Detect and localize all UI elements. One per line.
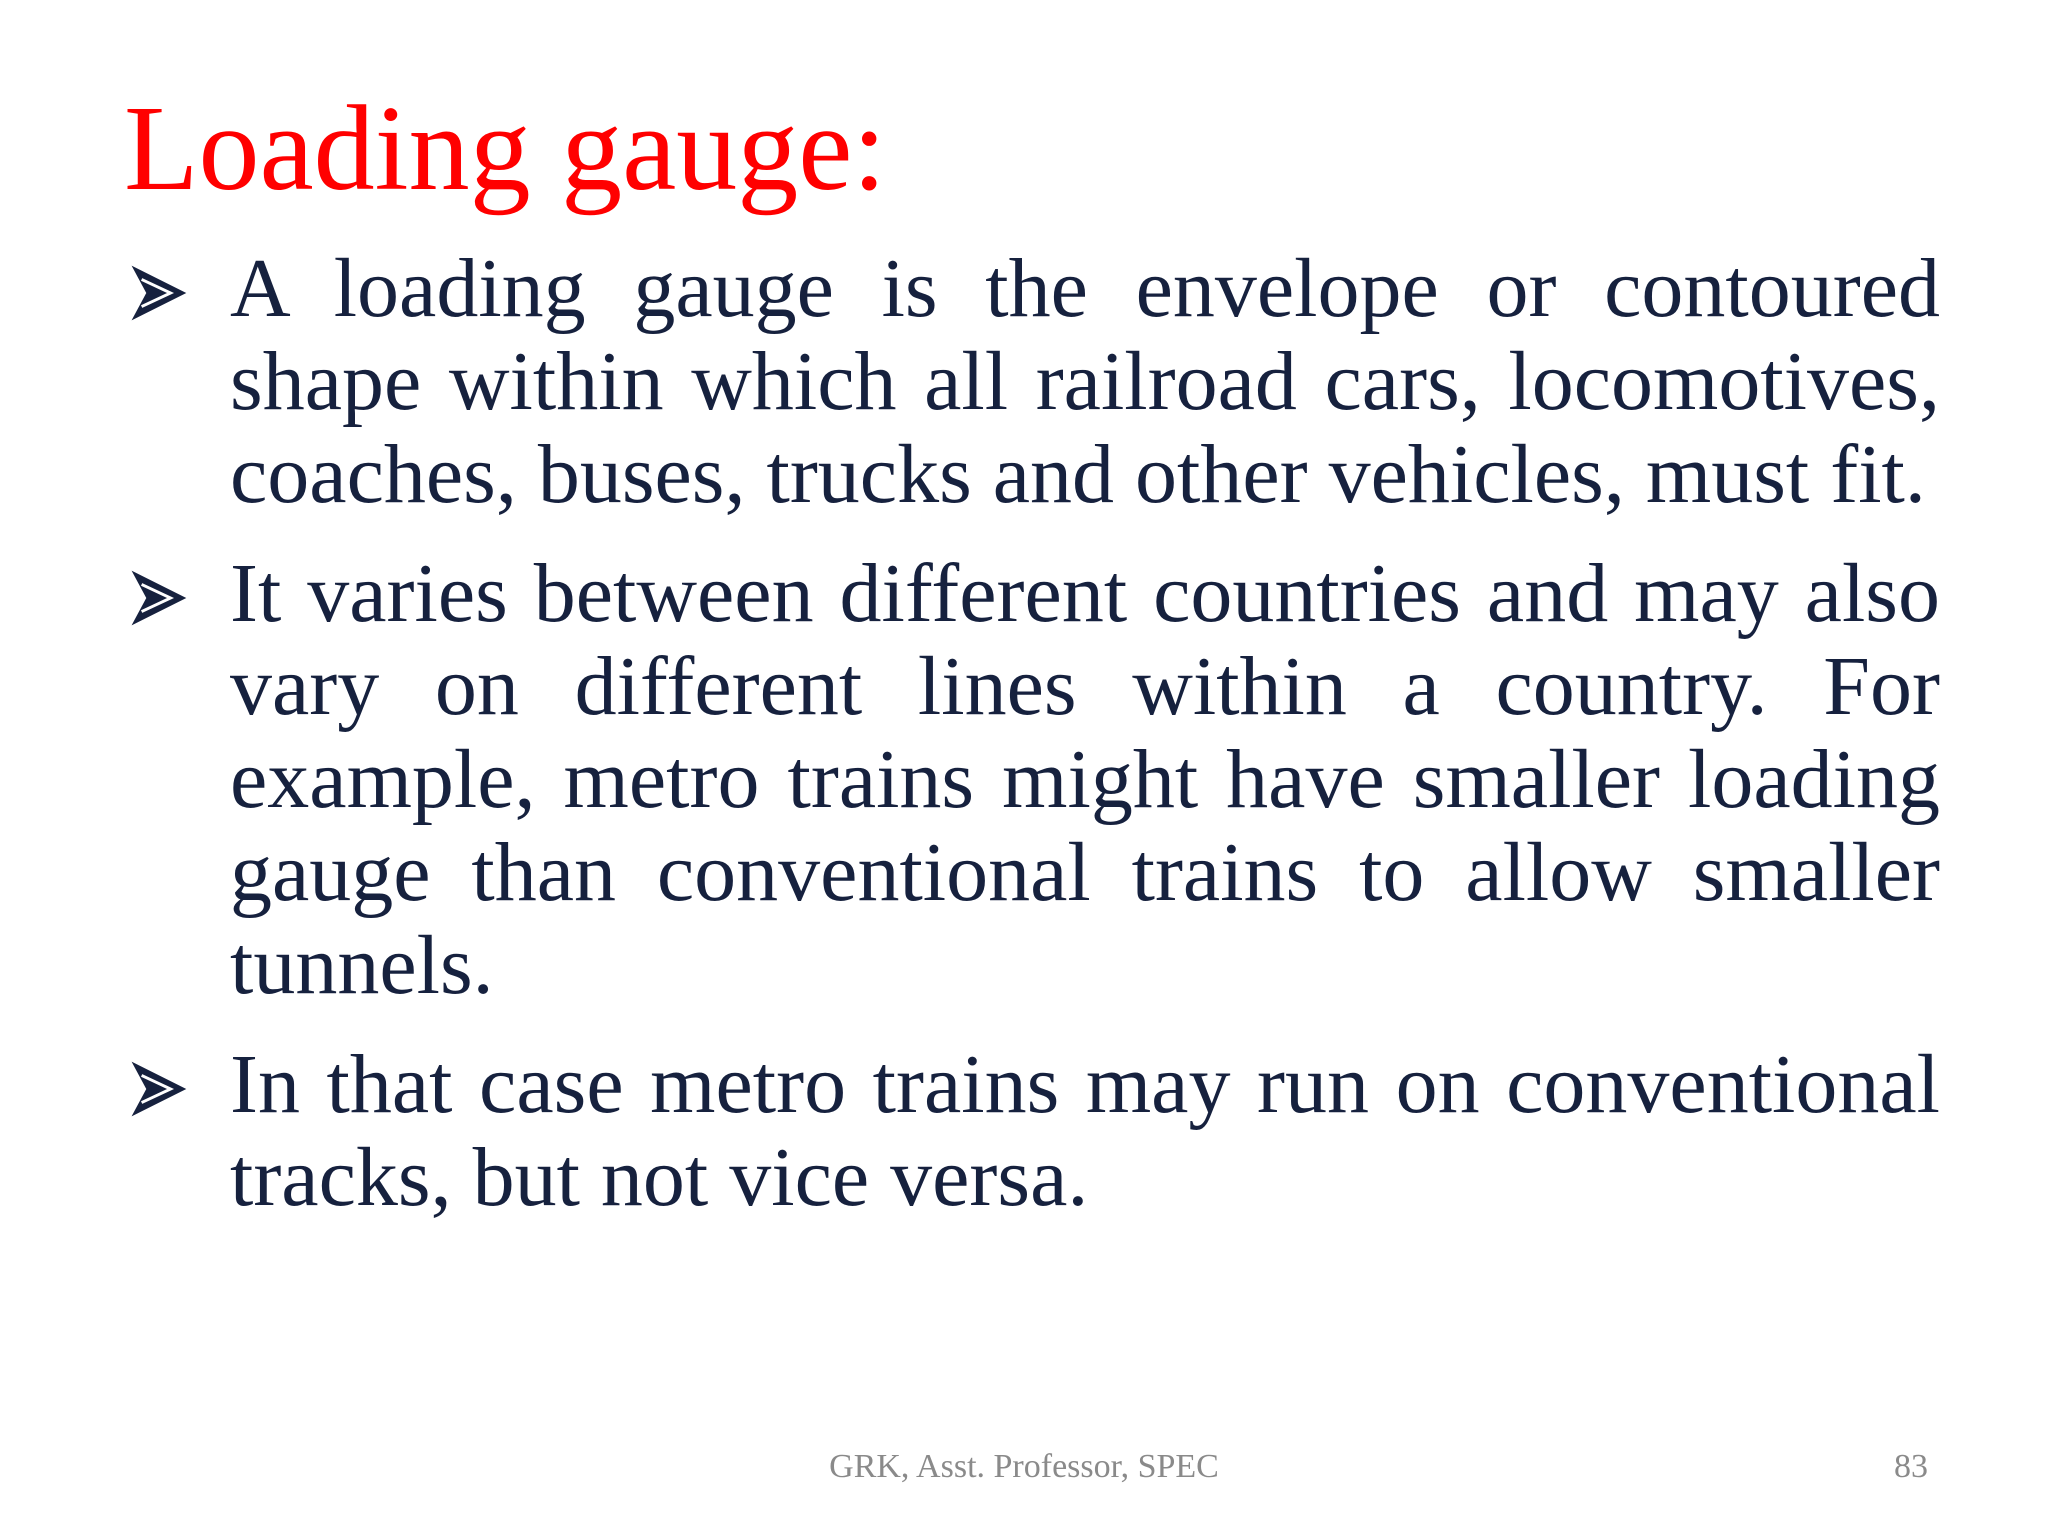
bullet-text: It varies between different countries and may also vary on different lines within a country. For example, metro trains might have smaller loading gauge than conventional trains to allow smaller tunnels. — [230, 547, 1940, 1012]
arrowhead-bullet-icon — [130, 1060, 188, 1118]
arrowhead-bullet-icon — [130, 569, 188, 627]
bullet-item — [124, 547, 1940, 1012]
bullet-text: A loading gauge is the envelope or contoured shape within which all railroad cars, locomotives, coaches, buses, trucks and other vehicles, must fit. — [230, 242, 1940, 521]
bullet-text: In that case metro trains may run on conventional tracks, but not vice versa. — [230, 1038, 1940, 1224]
slide-title: Loading gauge: — [124, 81, 887, 216]
arrowhead-bullet-icon — [130, 264, 188, 322]
bullet-list — [124, 242, 1940, 1250]
slide-footer — [0, 1448, 2048, 1498]
page-number: 83 — [1894, 1448, 1928, 1485]
bullet-item — [124, 242, 1940, 521]
footer-author: GRK, Asst. Professor, SPEC — [829, 1448, 1219, 1485]
bullet-item — [124, 1038, 1940, 1224]
